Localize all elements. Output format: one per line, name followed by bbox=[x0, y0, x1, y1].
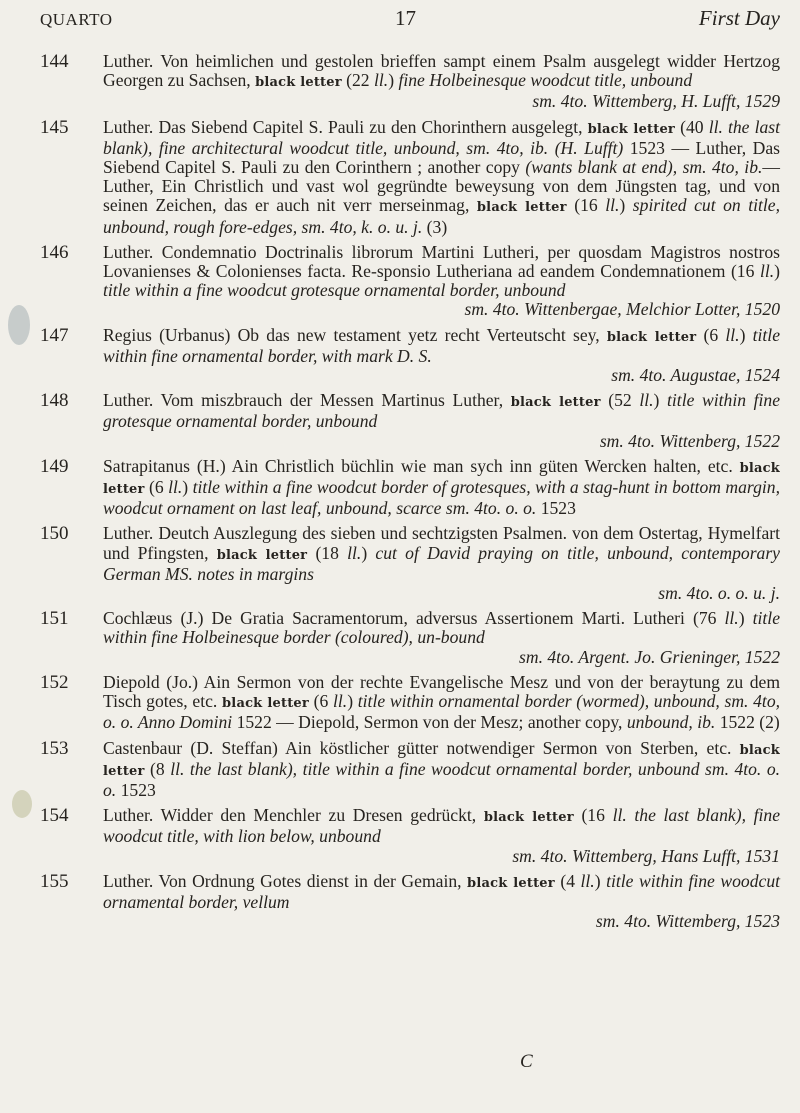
description-text: ) bbox=[347, 691, 358, 712]
black-letter-note: black letter bbox=[255, 75, 342, 91]
signature-mark: C bbox=[520, 1051, 533, 1072]
black-letter-note: black letter bbox=[587, 121, 675, 137]
lot-description bbox=[103, 739, 780, 801]
lot-imprint: sm. 4to. Argent. Jo. Grieninger, 1522 bbox=[519, 646, 780, 667]
description-text: (6 bbox=[144, 477, 169, 498]
lot-description bbox=[103, 326, 780, 366]
lot-entry bbox=[40, 52, 780, 112]
lot-number: 148 bbox=[40, 390, 69, 412]
lot-number: 149 bbox=[40, 455, 69, 477]
italic-note: ll. bbox=[605, 195, 620, 216]
lot-number: 154 bbox=[40, 805, 69, 827]
description-text: ) bbox=[361, 542, 376, 563]
description-text: (18 bbox=[307, 542, 348, 563]
italic-note: title within fine grotesque ornamental border, unbound bbox=[103, 390, 781, 432]
lot-description bbox=[103, 118, 780, 237]
description-text: ) bbox=[619, 195, 633, 216]
description-text: 1522 (2) bbox=[715, 712, 780, 733]
description-text: Regius (Urbanus) Ob das new testament yetz recht Verteutscht sey, bbox=[103, 324, 607, 345]
lot-description bbox=[103, 391, 780, 431]
description-text: (6 bbox=[696, 324, 726, 345]
black-letter-note: black letter bbox=[476, 200, 567, 216]
lot-description bbox=[103, 806, 780, 846]
black-letter-note: black letter bbox=[103, 460, 780, 498]
lot-entry bbox=[40, 457, 780, 519]
italic-note: title within fine woodcut ornamental border, vellum bbox=[103, 870, 781, 912]
lot-imprint: sm. 4to. o. o. u. j. bbox=[658, 583, 780, 604]
italic-note: unbound, ib. bbox=[626, 712, 716, 733]
italic-note: sm. 4to. o. o. bbox=[445, 498, 537, 519]
paper-stain bbox=[8, 305, 30, 345]
description-text: Cochlæus (J.) De Gratia Sacramentorum, adversus Assertionem Marti. Lutheri (76 bbox=[103, 608, 725, 629]
lot-description bbox=[103, 609, 780, 647]
page-number: 17 bbox=[395, 6, 416, 30]
lot-number: 147 bbox=[40, 324, 69, 346]
lot-entry bbox=[40, 118, 780, 237]
description-text: Luther. Von Ordnung Gotes dienst in der Gemain, bbox=[103, 870, 468, 891]
description-text: 1522 — Diepold, Sermon von der Mesz; another copy, bbox=[232, 712, 627, 733]
description-text: —Luther, Ein Christlich und vast wol gegründte beweysung von dem Jüngsten tag, und von seinen Zeichen, das er auch nit verr merseinmag, bbox=[103, 157, 780, 216]
description-text: ) bbox=[739, 324, 753, 345]
black-letter-note: black letter bbox=[483, 810, 574, 826]
description-text: Luther. Das Siebend Capitel S. Pauli zu den Chorinthern ausgelegt, bbox=[103, 116, 588, 137]
lot-description bbox=[103, 243, 780, 301]
italic-note: ll. the last blank), fine architectural woodcut title, unbound, sm. 4to, ib. (H. Lufft) bbox=[103, 116, 781, 158]
description-text: Castenbaur (D. Steffan) Ain köstlicher gütter notwendiger Sermon von Sterben, etc. bbox=[103, 737, 740, 758]
italic-note: fine Holbeinesque woodcut title, unbound bbox=[398, 70, 693, 91]
sale-day: First Day bbox=[698, 6, 780, 30]
italic-note: sm. 4to. o. o. bbox=[103, 758, 781, 800]
lot-description bbox=[103, 872, 780, 912]
black-letter-note: black letter bbox=[467, 875, 555, 891]
description-text: ) bbox=[388, 70, 399, 91]
italic-note: ll. bbox=[724, 608, 739, 629]
lot-number: 151 bbox=[40, 608, 69, 630]
lot-number: 152 bbox=[40, 671, 69, 693]
italic-note: ll. bbox=[333, 691, 348, 712]
description-text: (3) bbox=[422, 216, 448, 237]
description-text: (4 bbox=[554, 870, 581, 891]
lot-description bbox=[103, 673, 780, 733]
lot-entry bbox=[40, 609, 780, 667]
description-text: (8 bbox=[144, 758, 171, 779]
description-text: Luther. Deutch Auszlegung des sieben und sechtzigsten Psalmen. von dem Ostertag, Hymelfart und Pfingsten, bbox=[103, 523, 780, 563]
italic-note: ll. bbox=[168, 477, 183, 498]
italic-note: ll. bbox=[347, 542, 362, 563]
lot-number: 146 bbox=[40, 241, 69, 263]
italic-note: ll. the last blank), title within a fine woodcut ornamental border, unbound bbox=[170, 758, 700, 779]
italic-note: ll. bbox=[759, 261, 775, 282]
lot-entry bbox=[40, 872, 780, 932]
italic-note: title within a fine woodcut grotesque ornamental border, unbound bbox=[103, 280, 566, 301]
description-text: ) bbox=[653, 390, 668, 411]
lot-imprint: sm. 4to. Augustae, 1524 bbox=[611, 365, 780, 386]
lot-entry bbox=[40, 673, 780, 733]
description-text: (6 bbox=[308, 691, 334, 712]
lot-imprint: sm. 4to. Wittemberg, Hans Lufft, 1531 bbox=[512, 845, 780, 866]
description-text: ) bbox=[182, 477, 193, 498]
italic-note: title within ornamental border (wormed), unbound, sm. 4to, o. o. Anno Domini bbox=[103, 691, 781, 733]
description-text: Luther. Vom miszbrauch der Messen Martinus Luther, bbox=[103, 390, 511, 411]
lot-entry bbox=[40, 806, 780, 866]
lot-number: 150 bbox=[40, 523, 69, 545]
description-text: Luther. Von heimlichen und gestolen brieffen sampt einem Psalm ausgelegt widder Hertzog Georgen zu Sachsen, bbox=[103, 51, 780, 91]
italic-note: ll. bbox=[725, 324, 740, 345]
black-letter-note: black letter bbox=[103, 742, 780, 779]
italic-note: title within a fine woodcut border of grotesques, with a stag-hunt in bottom margin, woodcut ornament on last leaf, unbound, scarce bbox=[103, 477, 780, 519]
lot-imprint: sm. 4to. Wittemberg, 1523 bbox=[595, 911, 780, 932]
lot-description bbox=[103, 457, 780, 519]
italic-note: title within fine ornamental border, with mark D. S. bbox=[103, 324, 781, 366]
lot-entry bbox=[40, 243, 780, 320]
description-text: 1523 bbox=[116, 779, 156, 800]
description-text: 1523 bbox=[536, 498, 576, 519]
black-letter-note: black letter bbox=[222, 696, 309, 712]
black-letter-note: black letter bbox=[606, 329, 697, 345]
description-text: (16 bbox=[566, 195, 606, 216]
lot-number: 145 bbox=[40, 116, 69, 138]
italic-note: (wants blank at end), sm. 4to, ib. bbox=[525, 157, 763, 178]
italic-note: spirited cut on title, unbound, rough fore-edges, sm. 4to, k. o. u. j. bbox=[103, 195, 781, 237]
lot-number: 144 bbox=[40, 51, 69, 72]
paper-stain bbox=[12, 790, 32, 818]
format-label: QUARTO bbox=[40, 10, 113, 29]
lot-number: 155 bbox=[40, 870, 69, 892]
lot-description bbox=[103, 524, 780, 584]
description-text: ) bbox=[594, 870, 607, 891]
page-header bbox=[40, 6, 780, 40]
description-text: Satrapitanus (H.) Ain Christlich büchlin wie man sych inn güten Wercken halten, etc. bbox=[103, 455, 740, 476]
lot-entry bbox=[40, 524, 780, 603]
lot-list bbox=[40, 52, 780, 937]
lot-imprint: sm. 4to. Wittemberg, H. Lufft, 1529 bbox=[532, 91, 780, 112]
description-text: (22 bbox=[341, 70, 374, 91]
lot-description bbox=[103, 52, 780, 92]
italic-note: title within fine Holbeinesque border (coloured), un-bound bbox=[103, 608, 781, 648]
description-text: (16 bbox=[573, 805, 613, 826]
description-text: Luther. Widder den Menchler zu Dresen gedrückt, bbox=[103, 805, 484, 826]
black-letter-note: black letter bbox=[216, 547, 308, 563]
lot-imprint: sm. 4to. Wittenberg, 1522 bbox=[599, 430, 780, 451]
black-letter-note: black letter bbox=[510, 395, 601, 411]
description-text: Diepold (Jo.) Ain Sermon von der rechte Evangelische Mesz und von der beraytung zu dem Tisch gotes, etc. bbox=[103, 671, 780, 712]
lot-entry bbox=[40, 391, 780, 451]
description-text: (52 bbox=[600, 390, 640, 411]
description-text: ) bbox=[738, 608, 753, 629]
description-text: 1523 — Luther, Das Siebend Capitel S. Pauli zu den Corinthern ; another copy bbox=[103, 137, 780, 178]
italic-note: ll. bbox=[374, 70, 389, 91]
lot-entry bbox=[40, 739, 780, 801]
lot-number: 153 bbox=[40, 737, 69, 759]
description-text: (40 bbox=[674, 116, 709, 137]
italic-note: ll. bbox=[639, 390, 654, 411]
italic-note: cut of David praying on title, unbound, contemporary German MS. notes in margins bbox=[103, 542, 780, 584]
lot-entry bbox=[40, 326, 780, 386]
italic-note: ll. the last blank), fine woodcut title, with lion below, unbound bbox=[103, 805, 781, 847]
italic-note: ll. bbox=[580, 870, 595, 891]
description-text: Luther. Condemnatio Doctrinalis librorum Martini Lutheri, per quosdam Magistros nostros Lovanienses & Colonienses facta. Re-sponsio Lutheriana ad eandem Condemnationem (16 bbox=[103, 241, 780, 282]
description-text: ) bbox=[774, 261, 780, 282]
lot-imprint: sm. 4to. Wittenbergae, Melchior Lotter, 1520 bbox=[464, 299, 780, 320]
